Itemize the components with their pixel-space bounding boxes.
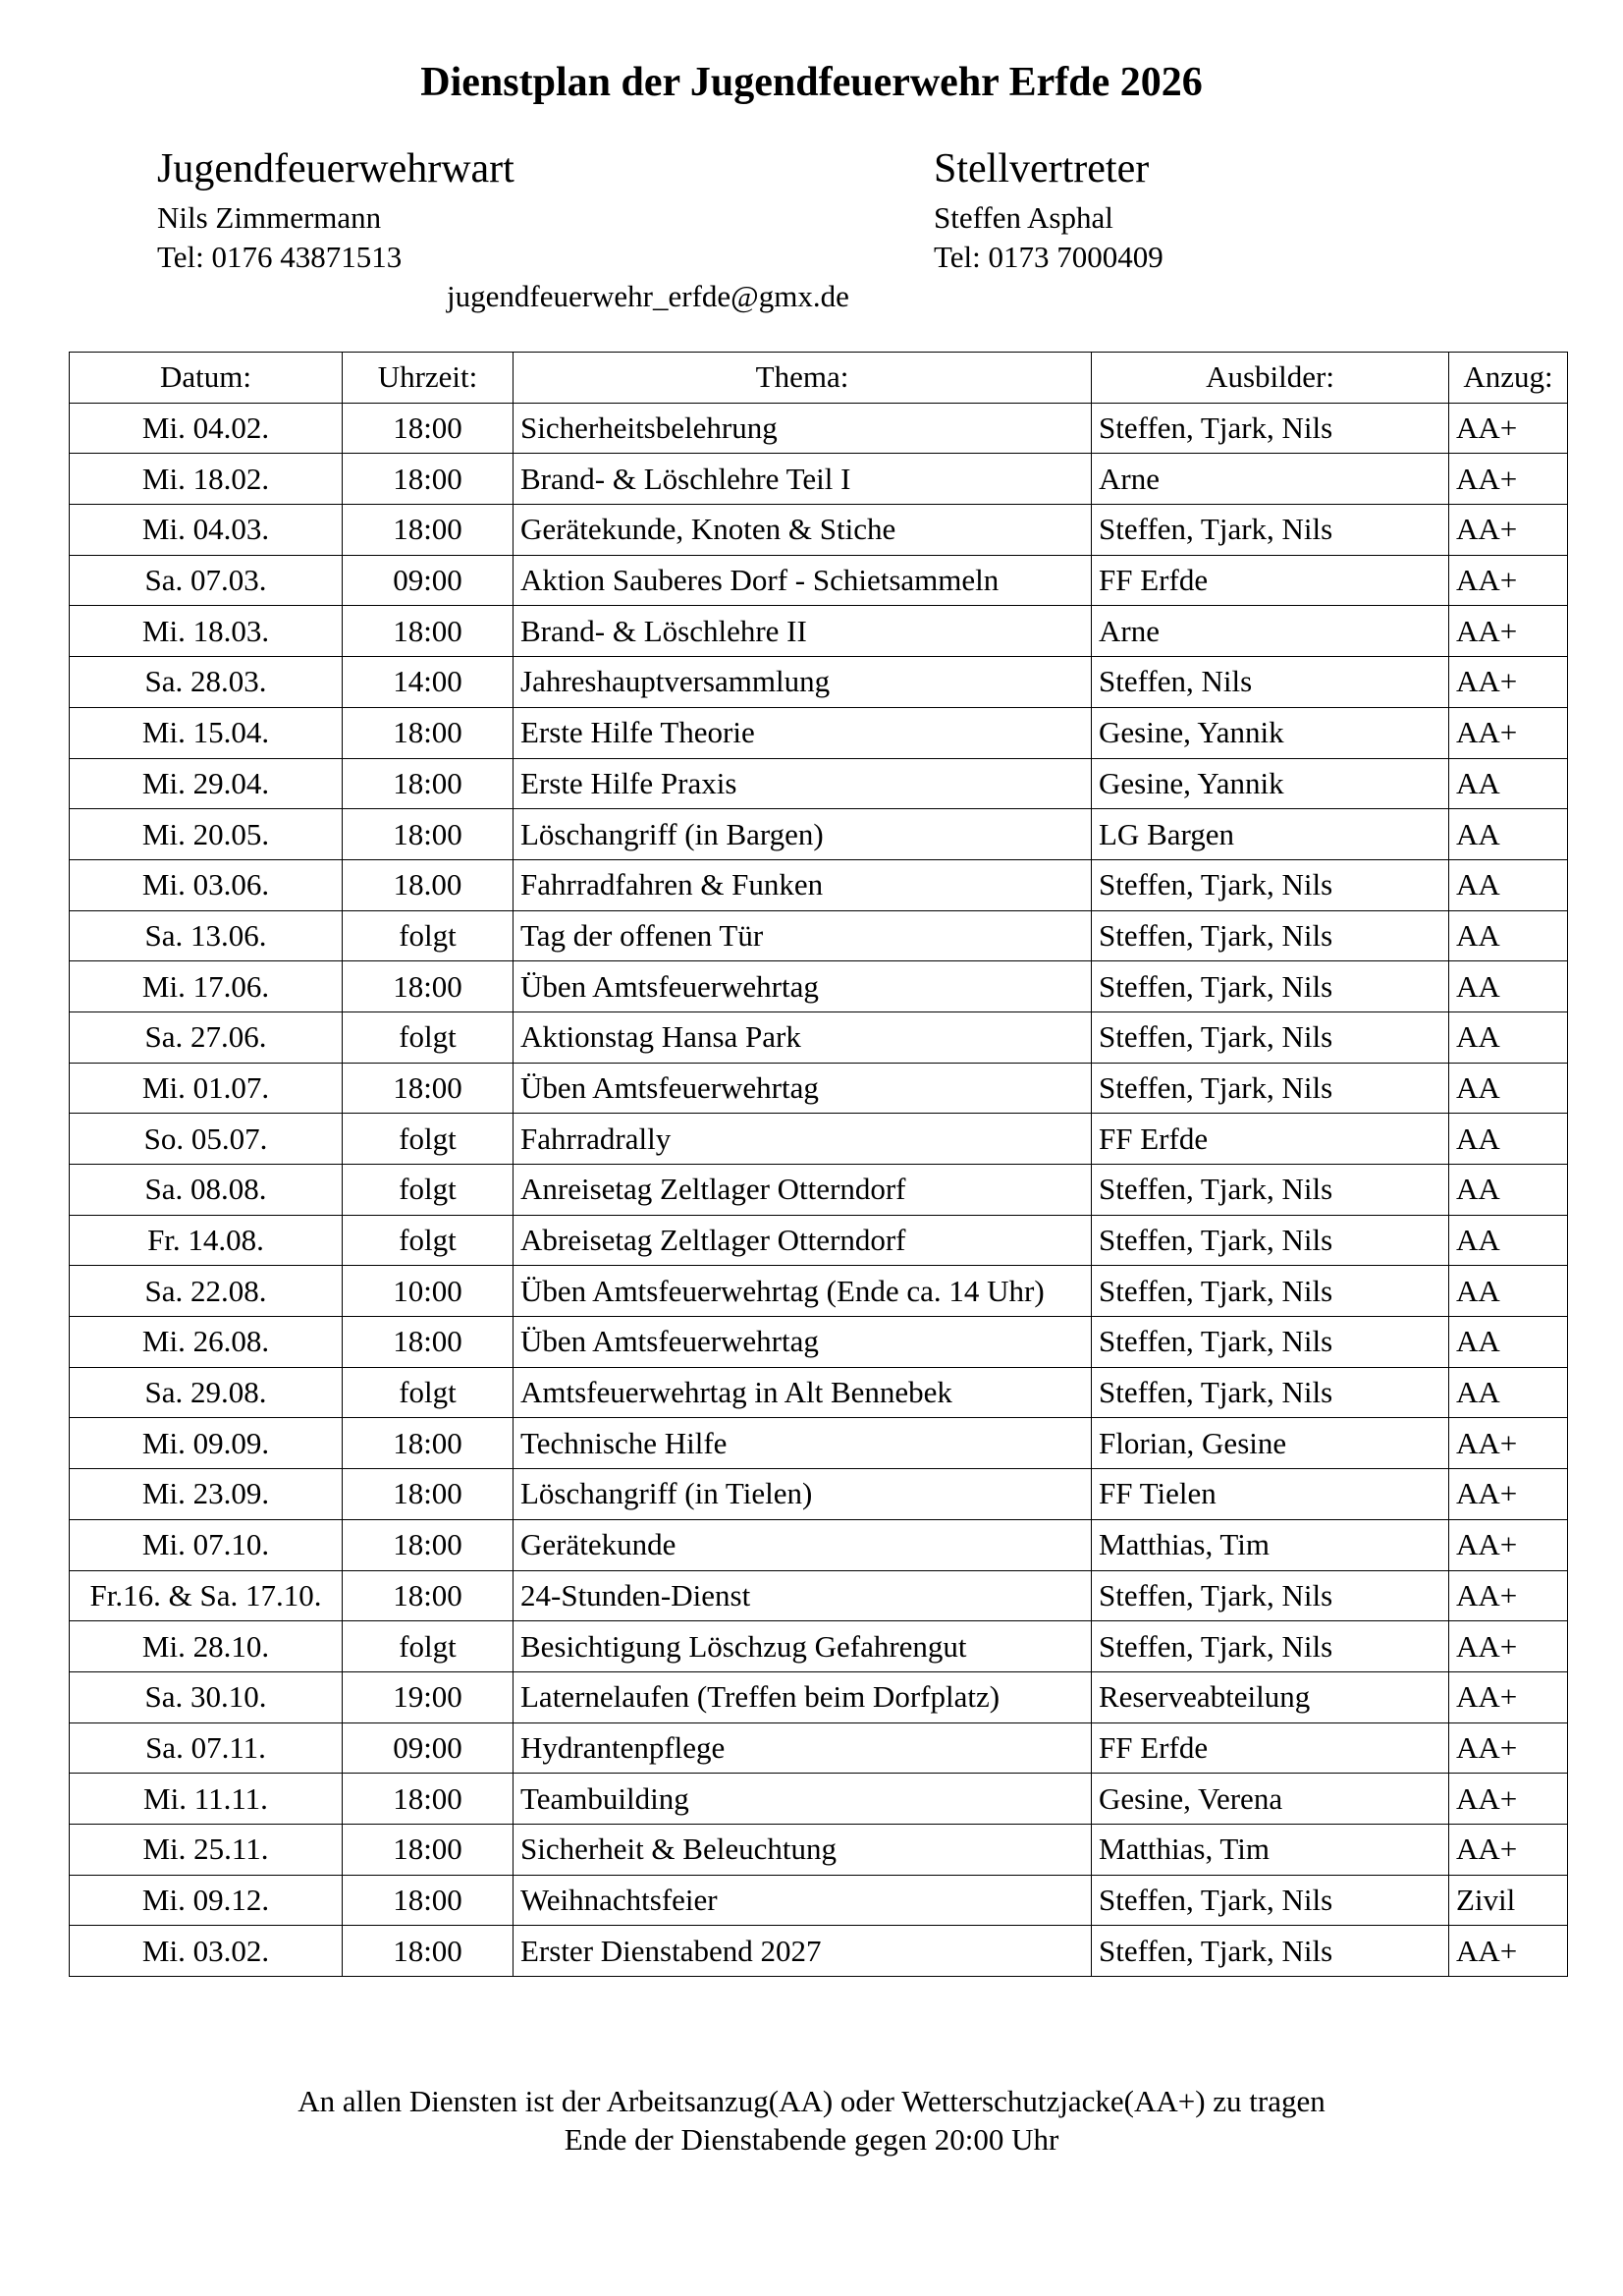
table-row [70,1824,1568,1875]
cell-time: 18:00 [343,606,514,657]
cell-date: Mi. 20.05. [70,809,343,860]
cell-date: So. 05.07. [70,1114,343,1165]
deputy-role: Stellvertreter [934,146,1150,191]
cell-topic: Üben Amtsfeuerwehrtag [514,961,1092,1012]
cell-time: 18:00 [343,1469,514,1520]
cell-time: folgt [343,1165,514,1216]
cell-time: 18:00 [343,1418,514,1469]
cell-date: Mi. 18.03. [70,606,343,657]
header-date: Datum: [70,353,343,404]
cell-uniform: AA [1449,1114,1568,1165]
cell-topic: Brand- & Löschlehre II [514,606,1092,657]
cell-trainer: FF Erfde [1092,1114,1449,1165]
cell-topic: Aktionstag Hansa Park [514,1011,1092,1063]
cell-date: Sa. 27.06. [70,1011,343,1063]
cell-topic: Sicherheit & Beleuchtung [514,1824,1092,1875]
cell-date: Sa. 30.10. [70,1671,343,1722]
cell-trainer: LG Bargen [1092,809,1449,860]
cell-uniform: AA [1449,1165,1568,1216]
table-row [70,1367,1568,1418]
cell-trainer: Gesine, Yannik [1092,707,1449,758]
cell-uniform: AA [1449,1011,1568,1063]
cell-trainer: FF Erfde [1092,555,1449,606]
cell-uniform: AA [1449,1317,1568,1368]
cell-topic: Weihnachtsfeier [514,1875,1092,1926]
cell-uniform: AA+ [1449,657,1568,708]
cell-uniform: AA+ [1449,707,1568,758]
cell-date: Sa. 22.08. [70,1266,343,1317]
cell-time: folgt [343,1367,514,1418]
cell-topic: Jahreshauptversammlung [514,657,1092,708]
table-row [70,403,1568,454]
leader-name: Nils Zimmermann [157,200,382,235]
cell-uniform: AA [1449,1063,1568,1114]
table-row [70,1519,1568,1570]
cell-time: 18:00 [343,454,514,505]
header-trainer: Ausbilder: [1092,353,1449,404]
cell-trainer: Steffen, Tjark, Nils [1092,1926,1449,1977]
table-row [70,809,1568,860]
cell-topic: Laternelaufen (Treffen beim Dorfplatz) [514,1671,1092,1722]
contact-email: jugendfeuerwehr_erfde@gmx.de [447,279,849,313]
cell-topic: Aktion Sauberes Dorf - Schietsammeln [514,555,1092,606]
leader-role: Jugendfeuerwehrwart [157,146,514,191]
cell-uniform: AA+ [1449,1570,1568,1621]
cell-trainer: Steffen, Nils [1092,657,1449,708]
cell-time: 18:00 [343,403,514,454]
cell-uniform: AA [1449,961,1568,1012]
cell-time: 09:00 [343,555,514,606]
cell-trainer: Steffen, Tjark, Nils [1092,1570,1449,1621]
cell-time: 10:00 [343,1266,514,1317]
deputy-contact [934,143,1163,277]
cell-date: Sa. 08.08. [70,1165,343,1216]
cell-time: 18:00 [343,707,514,758]
table-row [70,657,1568,708]
cell-trainer: Steffen, Tjark, Nils [1092,1215,1449,1266]
cell-trainer: Matthias, Tim [1092,1519,1449,1570]
cell-uniform: AA+ [1449,606,1568,657]
cell-date: Fr. 14.08. [70,1215,343,1266]
schedule-table [69,352,1568,1977]
footer-notes [0,2082,1623,2159]
table-row [70,1722,1568,1774]
cell-trainer: Arne [1092,606,1449,657]
cell-date: Sa. 07.03. [70,555,343,606]
table-row [70,606,1568,657]
cell-trainer: Steffen, Tjark, Nils [1092,505,1449,556]
cell-topic: Brand- & Löschlehre Teil I [514,454,1092,505]
footer-uniform-note: An allen Diensten ist der Arbeitsanzug(AA) oder Wetterschutzjacke(AA+) zu tragen [298,2084,1325,2118]
table-row [70,1114,1568,1165]
cell-uniform: AA+ [1449,1774,1568,1825]
cell-date: Mi. 09.12. [70,1875,343,1926]
cell-uniform: AA+ [1449,1469,1568,1520]
cell-topic: Löschangriff (in Tielen) [514,1469,1092,1520]
cell-trainer: Steffen, Tjark, Nils [1092,1317,1449,1368]
cell-time: 18:00 [343,1774,514,1825]
table-row [70,910,1568,961]
cell-date: Mi. 29.04. [70,758,343,809]
table-row [70,1215,1568,1266]
header-time: Uhrzeit: [343,353,514,404]
deputy-phone: Tel: 0173 7000409 [934,240,1163,274]
cell-topic: Gerätekunde [514,1519,1092,1570]
cell-trainer: Steffen, Tjark, Nils [1092,1621,1449,1672]
cell-uniform: AA [1449,1266,1568,1317]
cell-trainer: Steffen, Tjark, Nils [1092,1165,1449,1216]
cell-uniform: AA [1449,859,1568,910]
cell-topic: Besichtigung Löschzug Gefahrengut [514,1621,1092,1672]
cell-date: Mi. 03.02. [70,1926,343,1977]
cell-topic: Fahrradrally [514,1114,1092,1165]
cell-topic: Sicherheitsbelehrung [514,403,1092,454]
cell-uniform: AA+ [1449,1824,1568,1875]
cell-time: folgt [343,1215,514,1266]
cell-trainer: Steffen, Tjark, Nils [1092,859,1449,910]
cell-trainer: Steffen, Tjark, Nils [1092,910,1449,961]
table-row [70,1418,1568,1469]
cell-trainer: Arne [1092,454,1449,505]
cell-trainer: Reserveabteilung [1092,1671,1449,1722]
cell-uniform: AA+ [1449,1671,1568,1722]
cell-uniform: AA+ [1449,1621,1568,1672]
cell-topic: 24-Stunden-Dienst [514,1570,1092,1621]
cell-date: Mi. 04.03. [70,505,343,556]
table-row [70,859,1568,910]
cell-topic: Tag der offenen Tür [514,910,1092,961]
cell-trainer: Steffen, Tjark, Nils [1092,403,1449,454]
cell-topic: Löschangriff (in Bargen) [514,809,1092,860]
cell-trainer: Florian, Gesine [1092,1418,1449,1469]
cell-uniform: AA [1449,809,1568,860]
table-row [70,1671,1568,1722]
cell-trainer: Gesine, Verena [1092,1774,1449,1825]
cell-time: 18:00 [343,1519,514,1570]
cell-uniform: AA [1449,1367,1568,1418]
table-row [70,1570,1568,1621]
cell-topic: Fahrradfahren & Funken [514,859,1092,910]
cell-trainer: Steffen, Tjark, Nils [1092,1266,1449,1317]
table-row [70,1621,1568,1672]
cell-date: Mi. 17.06. [70,961,343,1012]
cell-trainer: FF Tielen [1092,1469,1449,1520]
table-row [70,758,1568,809]
cell-trainer: Matthias, Tim [1092,1824,1449,1875]
cell-topic: Erste Hilfe Praxis [514,758,1092,809]
leader-phone: Tel: 0176 43871513 [157,240,403,274]
table-row [70,1774,1568,1825]
deputy-name: Steffen Asphal [934,200,1113,235]
table-row [70,1266,1568,1317]
header-uniform: Anzug: [1449,353,1568,404]
cell-date: Mi. 25.11. [70,1824,343,1875]
cell-topic: Abreisetag Zeltlager Otterndorf [514,1215,1092,1266]
cell-uniform: AA+ [1449,1519,1568,1570]
cell-uniform: AA+ [1449,555,1568,606]
cell-date: Sa. 29.08. [70,1367,343,1418]
cell-topic: Amtsfeuerwehrtag in Alt Bennebek [514,1367,1092,1418]
cell-date: Sa. 28.03. [70,657,343,708]
cell-uniform: AA [1449,910,1568,961]
table-row [70,555,1568,606]
cell-date: Mi. 11.11. [70,1774,343,1825]
cell-uniform: AA+ [1449,505,1568,556]
table-row [70,961,1568,1012]
cell-date: Sa. 13.06. [70,910,343,961]
cell-time: 18:00 [343,505,514,556]
cell-date: Mi. 03.06. [70,859,343,910]
cell-topic: Üben Amtsfeuerwehrtag [514,1317,1092,1368]
cell-trainer: Steffen, Tjark, Nils [1092,1063,1449,1114]
table-row [70,1875,1568,1926]
cell-trainer: Steffen, Tjark, Nils [1092,1011,1449,1063]
cell-date: Mi. 07.10. [70,1519,343,1570]
leader-contact [157,143,514,277]
cell-time: 18:00 [343,1317,514,1368]
cell-time: 19:00 [343,1671,514,1722]
table-row [70,707,1568,758]
cell-trainer: Steffen, Tjark, Nils [1092,961,1449,1012]
table-row [70,505,1568,556]
cell-date: Mi. 04.02. [70,403,343,454]
cell-time: 14:00 [343,657,514,708]
cell-uniform: AA+ [1449,1722,1568,1774]
cell-time: folgt [343,910,514,961]
cell-topic: Technische Hilfe [514,1418,1092,1469]
cell-uniform: AA [1449,1215,1568,1266]
table-row [70,1165,1568,1216]
cell-uniform: AA [1449,758,1568,809]
cell-time: 18:00 [343,1824,514,1875]
cell-time: 18:00 [343,1875,514,1926]
cell-date: Mi. 18.02. [70,454,343,505]
cell-uniform: AA+ [1449,403,1568,454]
table-row [70,1063,1568,1114]
table-row [70,1011,1568,1063]
cell-topic: Anreisetag Zeltlager Otterndorf [514,1165,1092,1216]
table-header-row [70,353,1568,404]
cell-trainer: Steffen, Tjark, Nils [1092,1367,1449,1418]
cell-time: folgt [343,1011,514,1063]
cell-time: 18:00 [343,1063,514,1114]
cell-trainer: Gesine, Yannik [1092,758,1449,809]
cell-time: folgt [343,1114,514,1165]
cell-time: 18:00 [343,961,514,1012]
cell-date: Sa. 07.11. [70,1722,343,1774]
page-title: Dienstplan der Jugendfeuerwehr Erfde 2026 [420,60,1203,105]
header-topic: Thema: [514,353,1092,404]
cell-date: Mi. 15.04. [70,707,343,758]
cell-date: Fr.16. & Sa. 17.10. [70,1570,343,1621]
schedule-body [70,403,1568,1976]
cell-time: 18:00 [343,1926,514,1977]
footer-end-time-note: Ende der Dienstabende gegen 20:00 Uhr [564,2122,1059,2157]
cell-topic: Erster Dienstabend 2027 [514,1926,1092,1977]
table-row [70,1317,1568,1368]
cell-date: Mi. 28.10. [70,1621,343,1672]
table-row [70,1926,1568,1977]
cell-topic: Erste Hilfe Theorie [514,707,1092,758]
cell-time: 18:00 [343,758,514,809]
cell-time: 18.00 [343,859,514,910]
cell-uniform: AA+ [1449,1418,1568,1469]
cell-uniform: AA+ [1449,1926,1568,1977]
cell-uniform: AA+ [1449,454,1568,505]
cell-time: folgt [343,1621,514,1672]
cell-date: Mi. 23.09. [70,1469,343,1520]
cell-topic: Gerätekunde, Knoten & Stiche [514,505,1092,556]
cell-uniform: Zivil [1449,1875,1568,1926]
cell-time: 18:00 [343,809,514,860]
table-row [70,1469,1568,1520]
cell-time: 18:00 [343,1570,514,1621]
cell-topic: Üben Amtsfeuerwehrtag [514,1063,1092,1114]
cell-topic: Üben Amtsfeuerwehrtag (Ende ca. 14 Uhr) [514,1266,1092,1317]
cell-topic: Teambuilding [514,1774,1092,1825]
table-row [70,454,1568,505]
cell-trainer: Steffen, Tjark, Nils [1092,1875,1449,1926]
cell-time: 09:00 [343,1722,514,1774]
cell-date: Mi. 09.09. [70,1418,343,1469]
cell-date: Mi. 26.08. [70,1317,343,1368]
cell-topic: Hydrantenpflege [514,1722,1092,1774]
cell-date: Mi. 01.07. [70,1063,343,1114]
cell-trainer: FF Erfde [1092,1722,1449,1774]
